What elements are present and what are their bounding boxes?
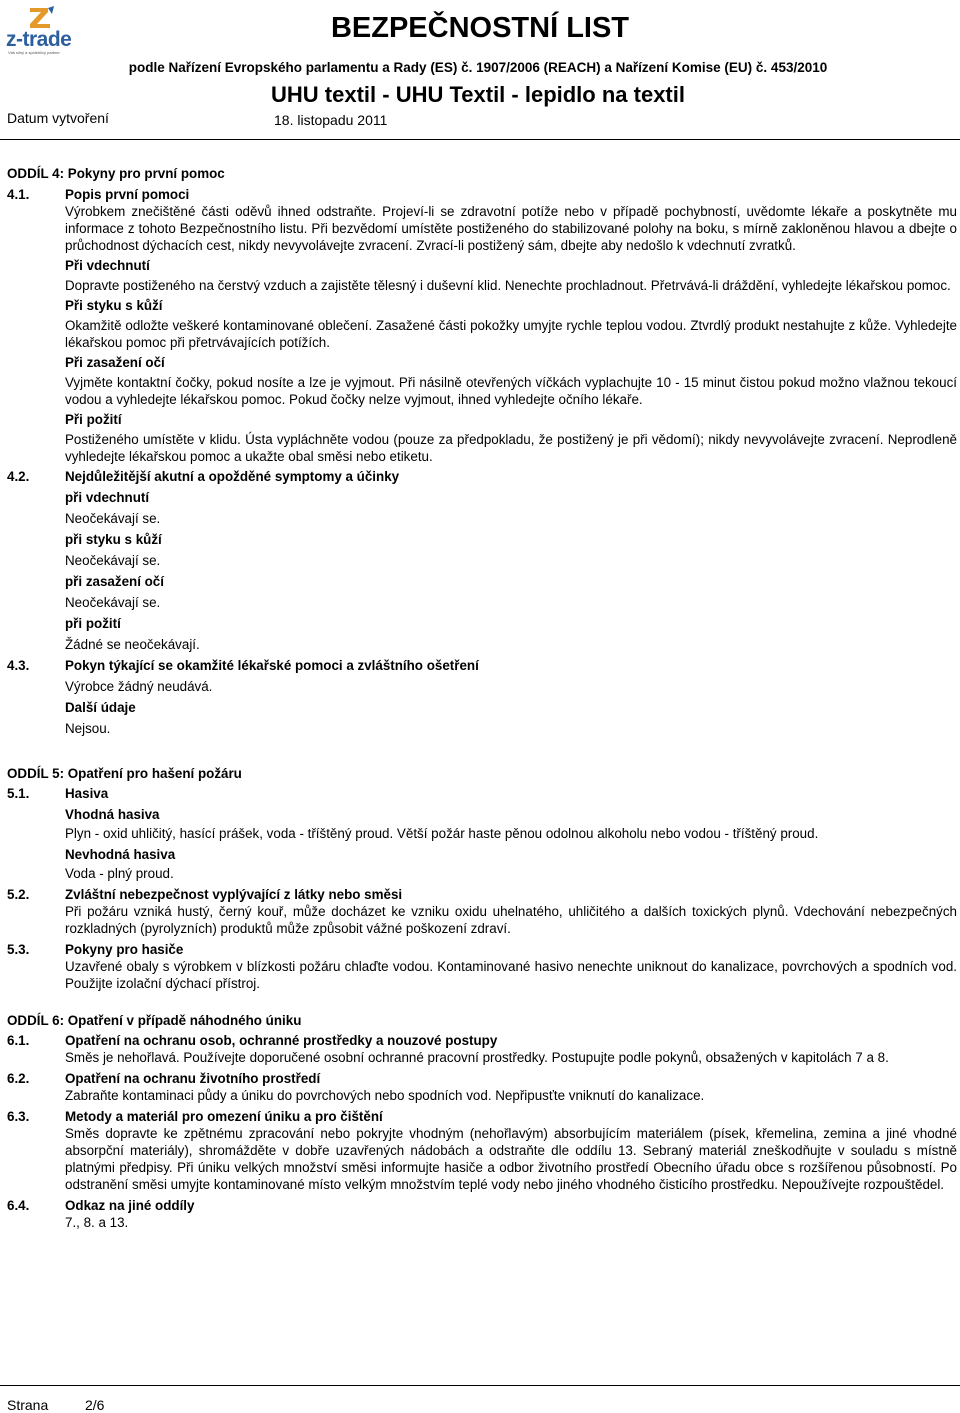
date-label: Datum vytvoření — [7, 110, 109, 126]
subsection-heading: Popis první pomoci — [65, 187, 190, 202]
subsection-number: 5.1. — [7, 786, 30, 801]
subsection-4-1 — [7, 186, 957, 203]
unsuitable-media-heading: Nevhodná hasiva — [65, 847, 176, 862]
document-body — [7, 165, 957, 1231]
subsection-4-3 — [7, 657, 957, 674]
paragraph: Výrobce žádný neudává. — [65, 679, 213, 694]
paragraph: Směs dopravte ke zpětnému zpracování nebo pokryjte vhodným (nehořlavým) absorbujícím materiálem (písek, křemelina, zemina a jiné vhodné absorpční materiály), shromážděte v dobře uzavřených nádobách a odstraňte dle oddílu 13. Sebraný materiál zneškodňujte v souladu s místně platnými předpisy. Při úniku velkých množství směsi informujte hasiče a odbor životního prostředí Obecního úřadu obce s rozšířenou působností. Po odstranění směsi umyjte kontaminované místo velkým množstvím teplé vody nebo jiného vhodného čisticího prostředku. Nepoužívejte rozpouštědel. — [65, 1126, 957, 1192]
eye-heading: Při zasažení očí — [65, 355, 165, 370]
subsection-6-4 — [7, 1197, 957, 1214]
paragraph: Okamžitě odložte veškeré kontaminované oblečení. Zasažené části pokožky umyjte rychle teplou vodou. Ztvrdlý produkt nestahujte z kůže. Vyhledejte lékařskou pomoc při přetrvávajících potížích. — [65, 318, 957, 350]
paragraph: 7., 8. a 13. — [65, 1215, 129, 1230]
subsection-4-2 — [7, 468, 957, 485]
subsection-heading: Zvláštní nebezpečnost vyplývající z látky nebo směsi — [65, 887, 403, 902]
subsection-heading: Hasiva — [65, 786, 109, 801]
product-name: UHU textil - UHU Textil - lepidlo na textil — [271, 82, 685, 107]
subsection-number: 6.4. — [7, 1198, 30, 1213]
footer-divider — [0, 1385, 960, 1386]
page-label: Strana — [7, 1397, 49, 1413]
document-title: BEZPEČNOSTNÍ LIST — [330, 12, 630, 44]
date-value: 18. listopadu 2011 — [274, 112, 388, 128]
symptom-heading: při styku s kůží — [65, 532, 162, 547]
ingestion-heading: Při požití — [65, 412, 122, 427]
subsection-number: 6.1. — [7, 1033, 30, 1048]
paragraph: Voda - plný proud. — [65, 866, 174, 881]
suitable-media-heading: Vhodná hasiva — [65, 807, 160, 822]
more-info-heading: Další údaje — [65, 700, 136, 715]
symptom-text: Neočekávají se. — [65, 553, 161, 568]
paragraph: Směs je nehořlavá. Používejte doporučené osobní ochranné pracovní prostředky. Postupujte podle pokynů, obsažených v kapitolách 7 a 8. — [65, 1050, 889, 1065]
logo-name: z-trade — [6, 28, 72, 51]
subsection-5-1 — [7, 785, 957, 802]
symptom-text: Žádné se neočekávají. — [65, 637, 200, 652]
symptom-heading: při vdechnutí — [65, 490, 150, 505]
section-4-title: ODDÍL 4: Pokyny pro první pomoc — [7, 166, 225, 181]
subsection-heading: Opatření na ochranu životního prostředí — [65, 1071, 321, 1086]
paragraph: Vyjměte kontaktní čočky, pokud nosíte a lze je vyjmout. Při násilně otevřených víčkách vyplachujte 10 - 15 minut čistou pokud možno vlažnou tekoucí vodou a vyhledejte lékařskou pomoc. Pokud čočky nelze vyjmout, ihned vyhledejte očního lékaře. — [65, 375, 957, 407]
symptom-heading: při požití — [65, 616, 121, 631]
regulation-subtitle: podle Nařízení Evropského parlamentu a Rady (ES) č. 1907/2006 (REACH) a Nařízení Komise (EU) č. 453/2010 — [128, 60, 828, 75]
subsection-number: 4.2. — [7, 469, 30, 484]
subsection-heading: Opatření na ochranu osob, ochranné prostředky a nouzové postupy — [65, 1033, 498, 1048]
inhalation-heading: Při vdechnutí — [65, 258, 150, 273]
skin-heading: Při styku s kůží — [65, 298, 163, 313]
subsection-6-2 — [7, 1070, 957, 1087]
symptom-heading: při zasažení očí — [65, 574, 164, 589]
subsection-6-1 — [7, 1032, 957, 1049]
section-6-title: ODDÍL 6: Opatření v případě náhodného úniku — [7, 1013, 302, 1028]
logo-tagline: Váš silný a spolehlivý partner — [8, 50, 60, 55]
paragraph: Postiženého umístěte v klidu. Ústa vypláchněte vodou (pouze za předpokladu, že postižený je při vědomí); nikdy nevyvolávejte zvracení. Neprodleně vyhledejte lékařskou pomoc a ukažte obal směsi nebo etiketu. — [65, 432, 957, 464]
subsection-6-3 — [7, 1108, 957, 1125]
paragraph: Při požáru vzniká hustý, černý kouř, může docházet ke vzniku oxidu uhelnatého, uhličitého a dalších toxických plynů. Vdechování nebezpečných rozkladných (pyrolyzních) produktů může způsobit vážné poškození zdraví. — [65, 904, 957, 936]
subsection-number: 5.3. — [7, 942, 30, 957]
paragraph: Nejsou. — [65, 721, 111, 736]
paragraph: Výrobkem znečištěné části oděvů ihned odstraňte. Projeví-li se zdravotní potíže nebo v případě pochybností, uvědomte lékaře a poskytněte mu informace z tohoto Bezpečnostního listu. Při bezvědomí umístěte postiženého do stabilizované polohy na boku, s mírně zakloněnou hlavou a dbejte o průchodnost dýchacích cest, nikdy nevyvolávejte zvracení. Zvrací-li postižený sám, dbejte aby nedošlo k vdechnutí zvratků. — [65, 204, 957, 253]
subsection-5-2 — [7, 886, 957, 903]
header-divider — [0, 139, 960, 140]
subsection-number: 4.3. — [7, 658, 30, 673]
symptom-text: Neočekávají se. — [65, 511, 161, 526]
subsection-heading: Pokyn týkající se okamžité lékařské pomoci a zvláštního ošetření — [65, 658, 479, 673]
subsection-number: 4.1. — [7, 187, 30, 202]
subsection-heading: Odkaz na jiné oddíly — [65, 1198, 195, 1213]
subsection-number: 6.2. — [7, 1071, 30, 1086]
subsection-heading: Metody a materiál pro omezení úniku a pro čištění — [65, 1109, 383, 1124]
paragraph: Zabraňte kontaminaci půdy a úniku do povrchových nebo spodních vod. Nepřipusťte vniknutí do kanalizace. — [65, 1088, 705, 1103]
document-header — [0, 0, 960, 140]
subsection-5-3 — [7, 941, 957, 958]
subsection-number: 5.2. — [7, 887, 30, 902]
paragraph: Dopravte postiženého na čerstvý vzduch a zajistěte tělesný i duševní klid. Nenechte prochladnout. Přetrvává-li dráždění, vyhledejte lékařskou pomoc. — [65, 278, 951, 293]
subsection-heading: Nejdůležitější akutní a opožděné symptomy a účinky — [65, 469, 400, 484]
section-5-title: ODDÍL 5: Opatření pro hašení požáru — [7, 766, 242, 781]
subsection-number: 6.3. — [7, 1109, 30, 1124]
paragraph: Plyn - oxid uhličitý, hasící prášek, voda - tříštěný proud. Větší požár haste pěnou odolnou alkoholu nebo vodou - tříštěný proud. — [65, 826, 819, 841]
symptom-text: Neočekávají se. — [65, 595, 161, 610]
subsection-heading: Pokyny pro hasiče — [65, 942, 184, 957]
paragraph: Uzavřené obaly s výrobkem v blízkosti požáru chlaďte vodou. Kontaminované hasivo nenechte uniknout do kanalizace, povrchových a spodních vod. Použijte izolační dýchací přístroj. — [65, 959, 957, 991]
page-number: 2/6 — [85, 1397, 105, 1413]
